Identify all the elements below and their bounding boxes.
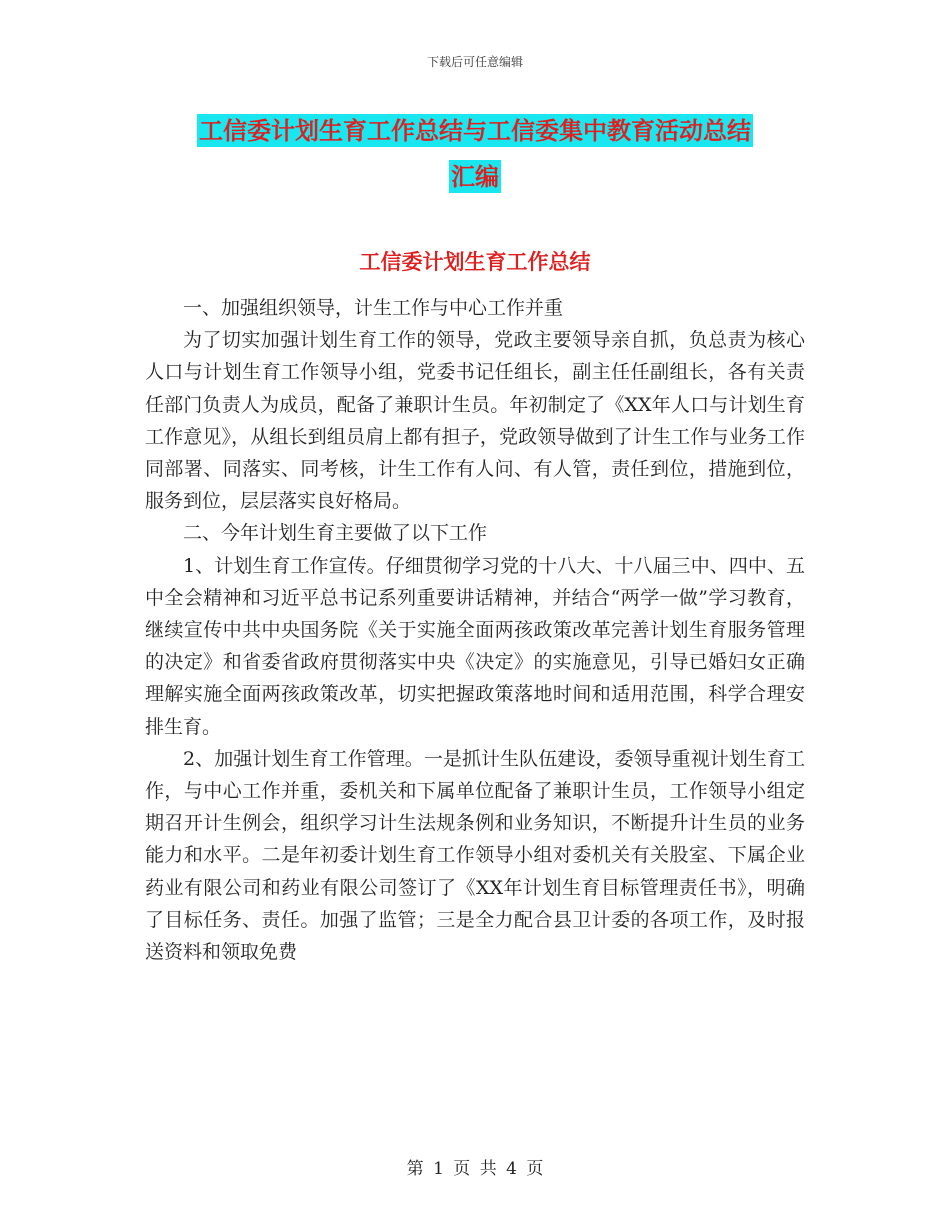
body-text	[145, 292, 805, 968]
paragraph: 1、计划生育工作宣传。仔细贯彻学习党的十八大、十八届三中、四中、五中全会精神和习近平总书记系列重要讲话精神，并结合“两学一做”学习教育，继续宣传中共中央国务院《关于实施全面两孩政策改革完善计划生育服务管理的决定》和省委省政府贯彻落实中央《决定》的实施意见，引导已婚妇女正确理解实施全面两孩政策改革，切实把握政策落地时间和适用范围，科学合理安排生育。	[145, 554, 805, 738]
paragraph-heading-1: 一、加强组织领导，计生工作与中心工作并重	[183, 297, 564, 319]
document-title-line-2	[0, 154, 950, 200]
header-note: 下载后可任意编辑	[426, 55, 523, 69]
section-title: 工信委计划生育工作总结	[359, 249, 591, 274]
document-title-line-2-text: 汇编	[451, 162, 499, 191]
paragraph: 为了切实加强计划生育工作的领导，党政主要领导亲自抓，负总责为核心人口与计划生育工作领导小组，党委书记任组长，副主任任副组长，各有关责任部门负责人为成员，配备了兼职计生员。年初制定了《XX年人口与计划生育工作意见》，从组长到组员肩上都有担子，党政领导做到了计生工作与业务工作同部署、同落实、同考核，计生工作有人问、有人管，责任到位，措施到位，服务到位，层层落实良好格局。	[145, 329, 805, 513]
document-title-line-1-text: 工信委计划生育工作总结与工信委集中教育活动总结	[199, 116, 751, 145]
page-footer: 第 1 页 共 4 页	[406, 1159, 544, 1179]
paragraph-heading-2: 二、今年计划生育主要做了以下工作	[183, 522, 488, 545]
document-title-line-1	[0, 108, 950, 154]
paragraph: 2、加强计划生育工作管理。一是抓计生队伍建设，委领导重视计划生育工作，与中心工作并重，委机关和下属单位配备了兼职计生员，工作领导小组定期召开计生例会，组织学习计生法规条例和业务知识，不断提升计生员的业务能力和水平。二是年初委计划生育工作领导小组对委机关有关股室、下属企业药业有限公司和药业有限公司签订了《XX年计划生育目标管理责任书》，明确了目标任务、责任。加强了监管；三是全力配合县卫计委的各项工作，及时报送资料和领取免费	[145, 747, 805, 964]
document-title	[0, 108, 950, 200]
